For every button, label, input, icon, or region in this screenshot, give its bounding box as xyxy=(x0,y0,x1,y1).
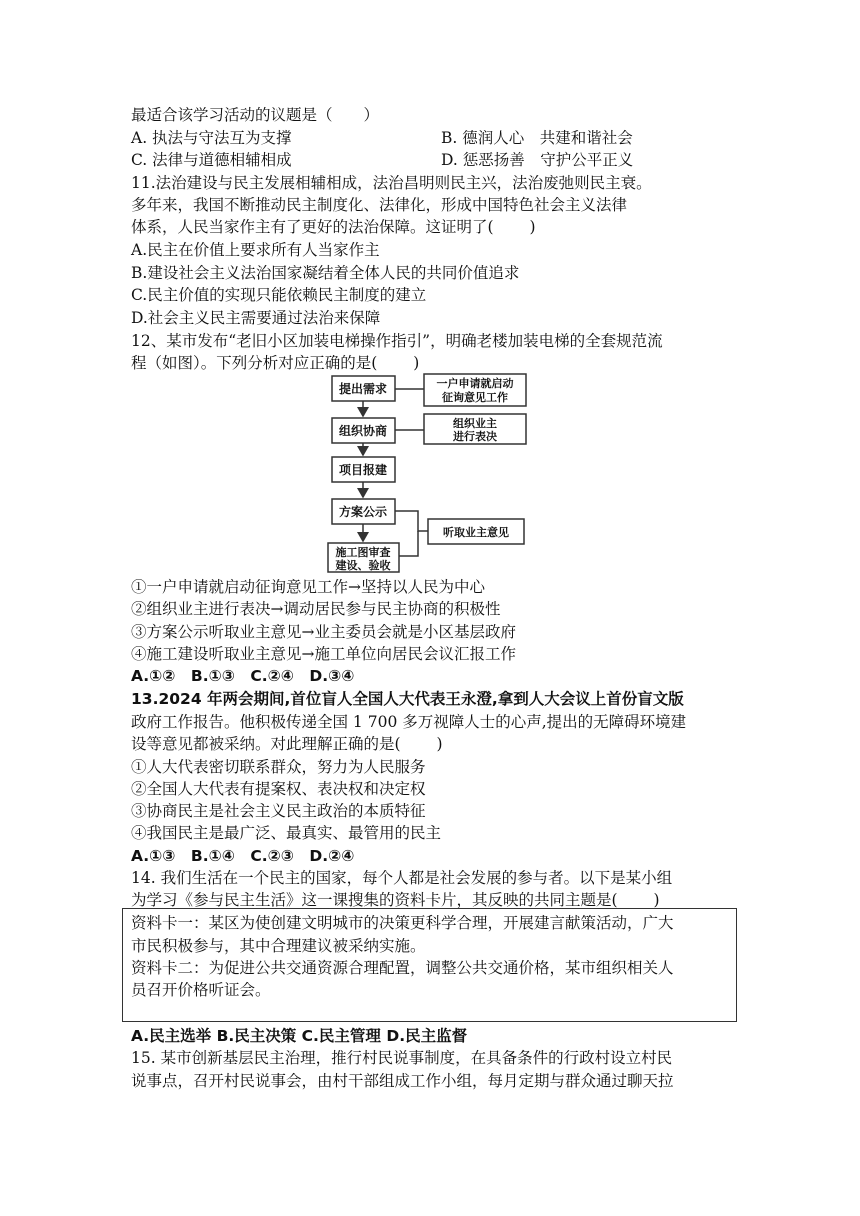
flow-step-3-label: 项目报建 xyxy=(338,463,388,477)
q13-stem-line-2: 政府工作报告。他积极传递全国 1 700 多万视障人士的心声,提出的无障碍环境建 xyxy=(131,713,687,731)
flow-step-1-label: 提出需求 xyxy=(338,382,388,396)
q11-stem-line-1: 11.法治建设与民主发展相辅相成，法治昌明则民主兴，法治废弛则民主衰。 xyxy=(131,174,652,192)
q10-stem-tail: 最适合该学习活动的议题是（ ） xyxy=(131,106,380,124)
flow-note-1-line-1: 一户申请就启动 xyxy=(436,377,514,390)
q12-stem-line-2: 程（如图）。下列分析对应正确的是( ) xyxy=(131,354,420,372)
q12-statement-2: ②组织业主进行表决→调动居民参与民主协商的积极性 xyxy=(131,600,501,618)
flow-note-2-line-1: 组织业主 xyxy=(453,417,497,430)
q14-card-line-2: 市民积极参与，其中合理建议被采纳实施。 xyxy=(131,937,426,955)
q13-statement-4: ④我国民主是最广泛、最真实、最管用的民主 xyxy=(131,824,442,842)
q13-statement-3: ③协商民主是社会主义民主政治的本质特征 xyxy=(131,802,426,820)
q11-option-a: A.民主在价值上要求所有人当家作主 xyxy=(131,241,380,259)
q11-option-b: B.建设社会主义法治国家凝结着全体人民的共同价值追求 xyxy=(131,264,520,282)
flow-note-2-line-2: 进行表决 xyxy=(453,430,497,443)
q14-material-card xyxy=(122,908,737,1022)
q14-stem-line-1: 14. 我们生活在一个民主的国家，每个人都是社会发展的参与者。以下是某小组 xyxy=(131,869,673,887)
q12-statement-3: ③方案公示听取业主意见→业主委员会就是小区基层政府 xyxy=(131,623,516,641)
q13-statement-1: ①人大代表密切联系群众，努力为人民服务 xyxy=(131,758,426,776)
flow-step-4-label: 方案公示 xyxy=(338,505,388,519)
flow-step-5-label: 施工图审查 xyxy=(335,546,391,559)
q10-option-d: D. 惩恶扬善 守护公平正义 xyxy=(441,151,634,169)
q13-statement-2: ②全国人大代表有提案权、表决权和决定权 xyxy=(131,780,426,798)
q10-option-a: A. 执法与守法互为支撑 xyxy=(131,129,292,147)
q10-option-b: B. 德润人心 共建和谐社会 xyxy=(441,129,633,147)
q11-stem-line-3: 体系，人民当家作主有了更好的法治保障。这证明了( ) xyxy=(131,218,536,236)
q13-choices: A.①③ B.①④ C.②③ D.②④ xyxy=(131,847,355,865)
q14-card-line-4: 员召开价格听证会。 xyxy=(131,981,271,999)
flow-note-3-label: 听取业主意见 xyxy=(443,526,509,539)
q11-option-c: C.民主价值的实现只能依赖民主制度的建立 xyxy=(131,286,427,304)
flow-step-6-label: 建设、验收 xyxy=(335,559,391,572)
q12-statement-1: ①一户申请就启动征询意见工作→坚持以人民为中心 xyxy=(131,578,485,596)
q14-card-line-3: 资料卡二：为促进公共交通资源合理配置，调整公共交通价格，某市组织相关人 xyxy=(131,959,674,977)
q11-option-d: D.社会主义民主需要通过法治来保障 xyxy=(131,309,381,327)
q14-card-line-1: 资料卡一：某区为使创建文明城市的决策更科学合理，开展建言献策活动，广大 xyxy=(131,914,674,932)
q14-choices: A.民主选举 B.民主决策 C.民主管理 D.民主监督 xyxy=(131,1027,468,1045)
flow-note-1-line-2: 征询意见工作 xyxy=(442,391,508,404)
q10-option-c: C. 法律与道德相辅相成 xyxy=(131,151,292,169)
q13-stem-line-3: 设等意见都被采纳。对此理解正确的是( ) xyxy=(131,735,443,753)
q15-stem-line-2: 说事点，召开村民说事会，由村干部组成工作小组，每月定期与群众通过聊天拉 xyxy=(131,1072,674,1090)
q12-choices: A.①② B.①③ C.②④ D.③④ xyxy=(131,667,355,685)
q13-stem-line-1: 13.2024 年两会期间,首位盲人全国人大代表王永澄,拿到人大会议上首份盲文版 xyxy=(131,690,684,708)
q11-stem-line-2: 多年来，我国不断推动民主制度化、法律化，形成中国特色社会主义法律 xyxy=(131,196,628,214)
q12-stem-line-1: 12、某市发布“老旧小区加装电梯操作指引”，明确老楼加装电梯的全套规范流 xyxy=(131,332,663,350)
q14-stem-line-2: 为学习《参与民主生活》这一课搜集的资料卡片，其反映的共同主题是( ) xyxy=(131,891,660,909)
q12-statement-4: ④施工建设听取业主意见→施工单位向居民会议汇报工作 xyxy=(131,645,516,663)
q15-stem-line-1: 15. 某市创新基层民主治理，推行村民说事制度，在具备条件的行政村设立村民 xyxy=(131,1049,673,1067)
flow-step-2-label: 组织协商 xyxy=(338,424,388,438)
